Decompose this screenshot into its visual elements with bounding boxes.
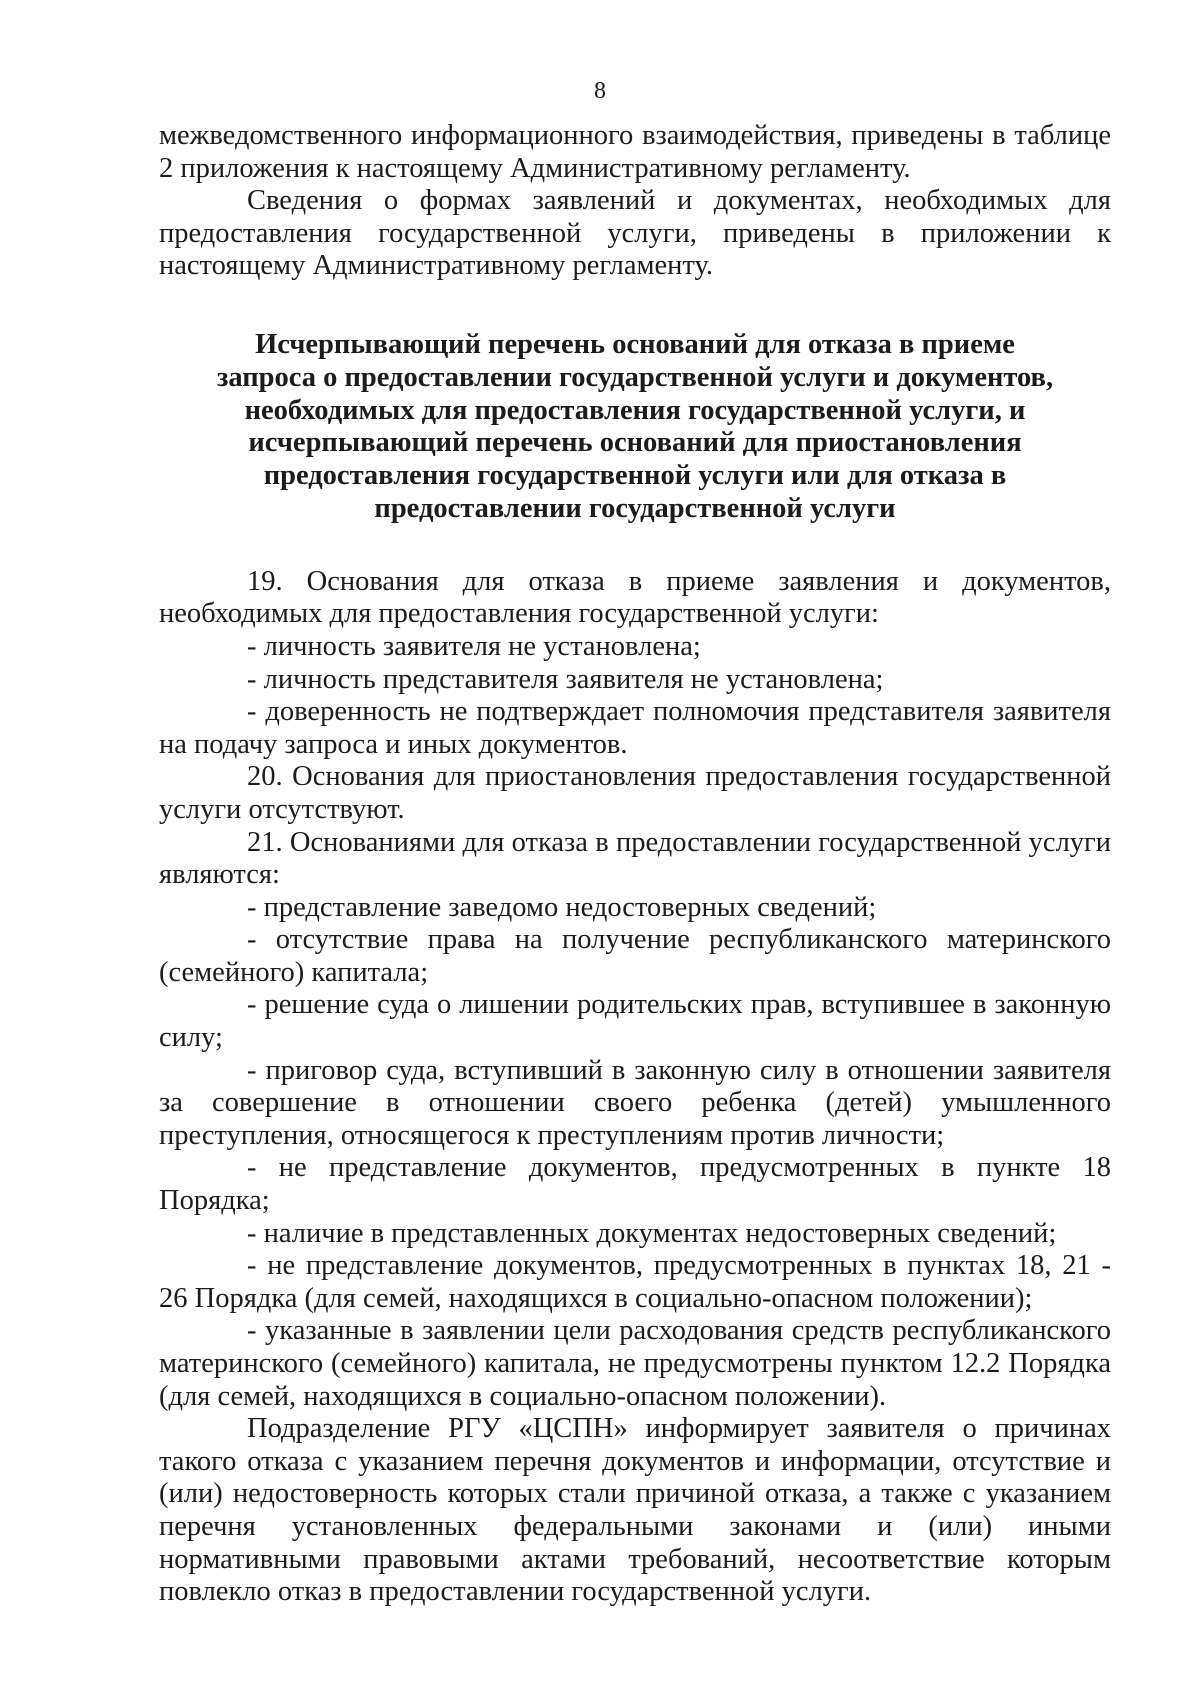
heading-line: запроса о предоставлении государственной услуги и документов,: [216, 361, 1054, 393]
clause-21-lead: 21. Основаниями для отказа в предоставлении государственной услуги являются:: [159, 826, 1111, 891]
document-body: [159, 120, 1111, 1609]
clause-19-item: - личность представителя заявителя не установлена;: [247, 663, 884, 695]
clause-21-item: - наличие в представленных документах недостоверных сведений;: [247, 1217, 1057, 1249]
page-number: 8: [594, 78, 606, 104]
section-heading: [199, 329, 1071, 526]
clause-19-item: - личность заявителя не установлена;: [247, 630, 701, 662]
heading-line: исчерпывающий перечень оснований для приостановления: [248, 427, 1022, 459]
clause-19-lead: 19. Основания для отказа в приеме заявления и документов, необходимых для предоставления государственной услуги:: [159, 565, 1111, 630]
clause-21-item: - указанные в заявлении цели расходования средств республиканского материнского (семейного) капитала, не предусмотрены пунктом 12.2 Порядка (для семей, находящихся в социально-опасном положении).: [159, 1315, 1111, 1412]
clause-21-item: - не представление документов, предусмотренных в пунктах 18, 21 - 26 Порядка (для семей, находящихся в социально-опасном положении);: [159, 1250, 1111, 1314]
clause-19-item: - доверенность не подтверждает полномочия представителя заявителя на подачу запроса и иных документов.: [159, 696, 1111, 760]
clause-20: 20. Основания для приостановления предоставления государственной услуги отсутствуют.: [159, 761, 1111, 825]
clause-21-item: - представление заведомо недостоверных сведений;: [247, 891, 877, 923]
heading-line: предоставлении государственной услуги: [374, 492, 896, 524]
heading-line: Исчерпывающий перечень оснований для отказа в приеме: [255, 328, 1015, 360]
heading-line: необходимых для предоставления государственной услуги, и: [244, 394, 1026, 426]
closing-paragraph: Подразделение РГУ «ЦСПН» информирует заявителя о причинах такого отказа с указанием перечня документов и информации, отсутствие и (или) недостоверность которых стали причиной отказа, а также с указанием перечня установленных федеральными законами и (или) иными нормативными правовыми актами требований, несоответствие которым повлекло отказ в предоставлении государственной услуги.: [159, 1413, 1111, 1608]
clause-21-item: - не представление документов, предусмотренных в пункте 18 Порядка;: [159, 1152, 1111, 1217]
clause-21-item: - приговор суда, вступивший в законную силу в отношении заявителя за совершение в отношении своего ребенка (детей) умышленного преступления, относящегося к преступлениям против личности;: [159, 1054, 1111, 1151]
heading-line: предоставления государственной услуги или для отказа в: [263, 460, 1007, 492]
intro-paragraph-1: межведомственного информационного взаимодействия, приведены в таблице 2 приложения к настоящему Административному регламенту.: [159, 120, 1111, 184]
intro-paragraph-2: Сведения о формах заявлений и документах, необходимых для предоставления государственной услуги, приведены в приложении к настоящему Административному регламенту.: [159, 185, 1111, 282]
clause-21-item: - отсутствие права на получение республиканского материнского (семейного) капитала;: [159, 924, 1111, 988]
clause-21-item: - решение суда о лишении родительских прав, вступившее в законную силу;: [159, 989, 1111, 1054]
